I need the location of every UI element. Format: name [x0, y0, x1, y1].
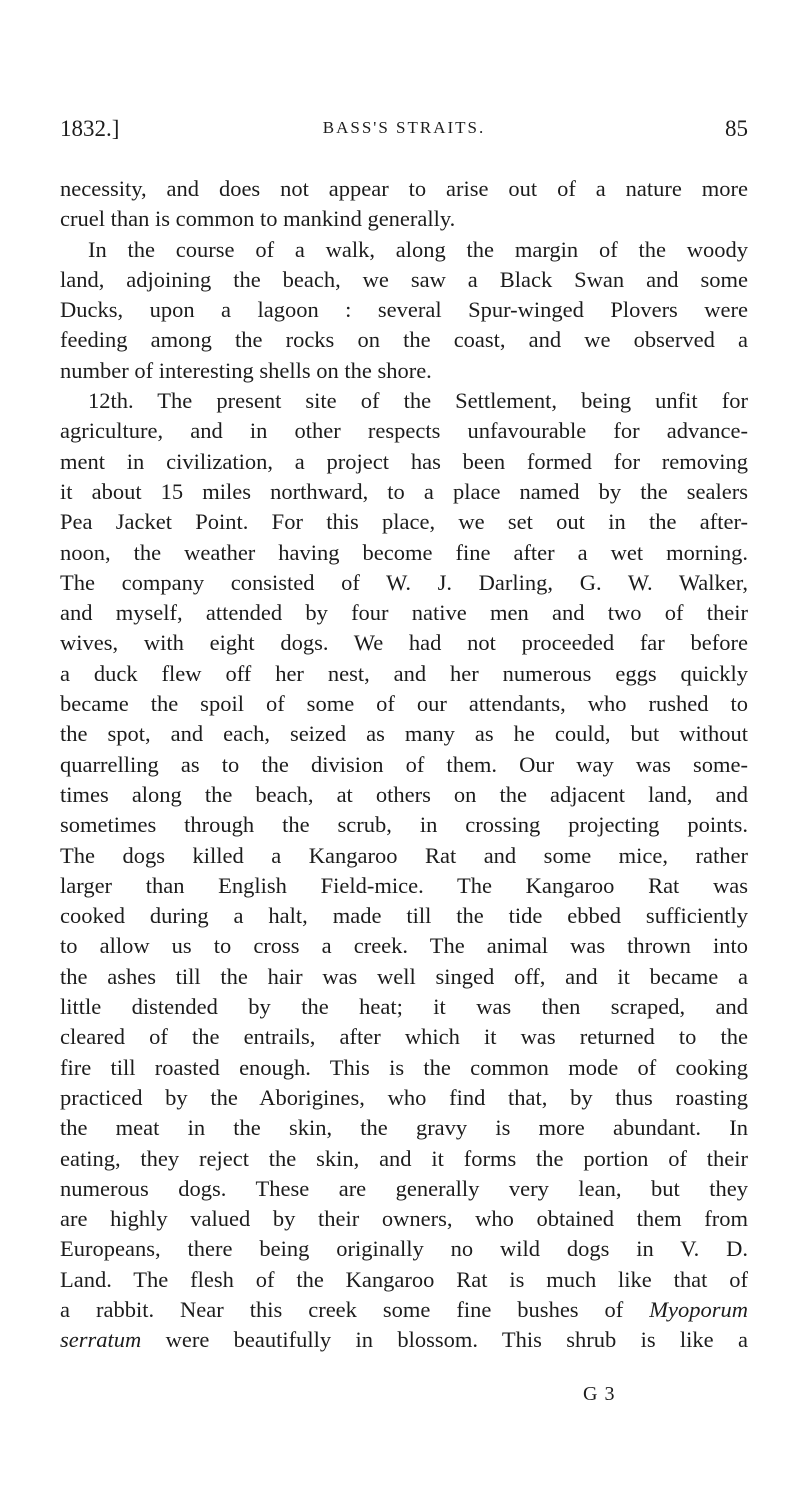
text-segment: a rabbit. Near this creek some fine bushes of: [60, 1296, 624, 1322]
text-line: quarrelling as to the division of them. Our way was some-: [60, 751, 748, 777]
text-line: the ashes till the hair was well singed off, and it became a: [60, 963, 748, 989]
text-line: wives, with eight dogs. We had not proceeded far before: [60, 630, 748, 656]
text-line: little distended by the heat; it was then scraped, and: [60, 994, 748, 1020]
text-line: larger than English Field-mice. The Kangaroo Rat was: [60, 872, 748, 898]
text-line: feeding among the rocks on the coast, and we observed a: [60, 327, 748, 353]
text-line-with-italic: [60, 1325, 748, 1355]
text-line: cruel than is common to mankind generally.: [60, 206, 456, 232]
species-name-epithet: serratum: [60, 1327, 142, 1353]
text-line: cleared of the entrails, after which it was returned to the: [60, 1024, 748, 1050]
text-line: became the spoil of some of our attendants, who rushed to: [60, 691, 748, 717]
header-year: 1832.]: [60, 116, 120, 141]
body-text: [60, 174, 748, 1356]
book-page: [60, 116, 748, 1356]
text-line-with-italic: [60, 1295, 748, 1325]
page-number: 85: [725, 116, 748, 141]
text-line: land, adjoining the beach, we saw a Black Swan and some: [60, 266, 748, 292]
text-line: The dogs killed a Kangaroo Rat and some mice, rather: [60, 842, 748, 868]
text-line: sometimes through the scrub, in crossing projecting points.: [60, 812, 748, 838]
text-line: Pea Jacket Point. For this place, we set out in the after-: [60, 509, 748, 535]
text-line: noon, the weather having become fine after a wet morning.: [60, 539, 748, 565]
text-line: ment in civilization, a project has been formed for removing: [60, 448, 748, 474]
text-line: the meat in the skin, the gravy is more abundant. In: [60, 1115, 748, 1141]
text-line: a duck flew off her nest, and her numerous eggs quickly: [60, 660, 748, 686]
text-line: times along the beach, at others on the adjacent land, and: [60, 781, 748, 807]
text-line: The company consisted of W. J. Darling, G. W. Walker,: [60, 569, 748, 595]
text-line: cooked during a halt, made till the tide ebbed sufficiently: [60, 903, 748, 929]
text-line: fire till roasted enough. This is the common mode of cooking: [60, 1054, 748, 1080]
text-line: eating, they reject the skin, and it forms the portion of their: [60, 1145, 748, 1171]
text-line: and myself, attended by four native men and two of their: [60, 600, 748, 626]
text-line: are highly valued by their owners, who obtained them from: [60, 1206, 748, 1232]
text-line: Land. The flesh of the Kangaroo Rat is much like that of: [60, 1266, 748, 1292]
text-line: it about 15 miles northward, to a place named by the sealers: [60, 478, 748, 504]
paragraph-1: [60, 174, 748, 235]
text-segment: were beautifully in blossom. This shrub is like a: [165, 1327, 748, 1353]
text-line: Europeans, there being originally no wild dogs in V. D.: [60, 1236, 748, 1262]
text-line: number of interesting shells on the shore.: [60, 357, 432, 383]
text-line: Ducks, upon a lagoon : several Spur-winged Plovers were: [60, 297, 748, 323]
text-line: the spot, and each, seized as many as he could, but without: [60, 721, 748, 747]
paragraph-3: [60, 386, 748, 1356]
text-line: necessity, and does not appear to arise out of a nature more: [60, 176, 748, 201]
text-line: numerous dogs. These are generally very lean, but they: [60, 1175, 748, 1201]
paragraph-2: [60, 235, 748, 386]
text-line: agriculture, and in other respects unfavourable for advance-: [60, 418, 748, 444]
species-name-genus: Myoporum: [649, 1296, 748, 1322]
signature-mark: G 3: [583, 1383, 616, 1405]
text-line: 12th. The present site of the Settlement, being unfit for: [88, 388, 748, 414]
text-line: practiced by the Aborigines, who find that, by thus roasting: [60, 1084, 748, 1110]
header-title: BASS'S STRAITS.: [322, 118, 486, 137]
text-line: to allow us to cross a creek. The animal was thrown into: [60, 933, 748, 959]
running-header: [60, 116, 748, 156]
text-line: In the course of a walk, along the margin of the woody: [88, 236, 748, 262]
